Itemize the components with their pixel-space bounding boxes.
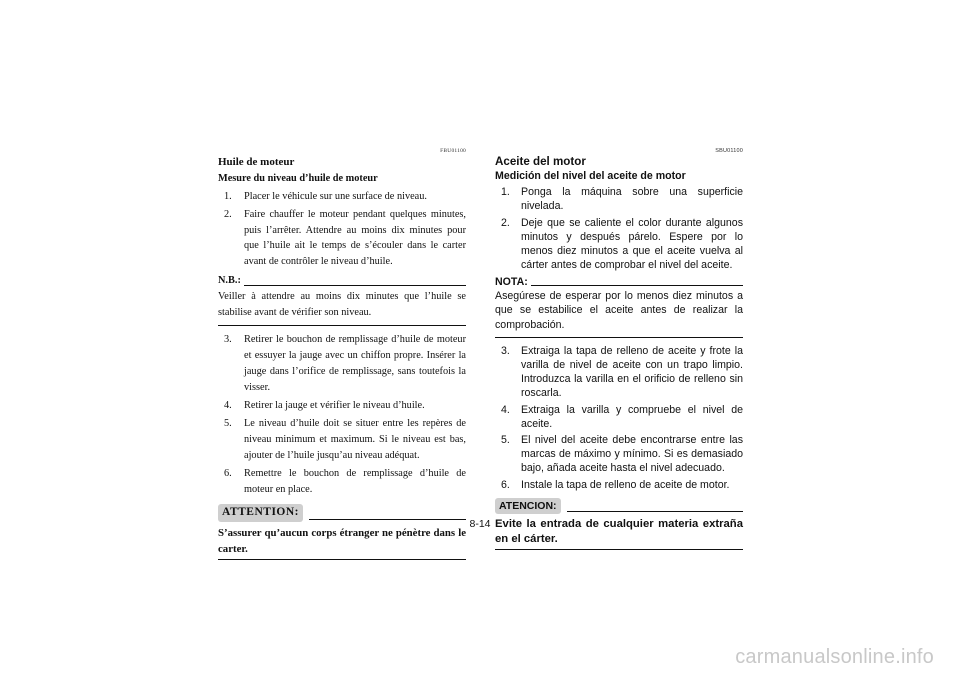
page-number: 8-14 (469, 518, 491, 530)
warning-badge: ATENCION: (495, 498, 561, 514)
step-number: 3. (224, 334, 232, 346)
step-number: 2. (501, 216, 510, 229)
step-text: Le niveau d’huile doit se situer entre les repères de niveau minimum et maximum. Si le niveau est bas, ajouter de l’huile jusqu’au niveau adéquat. (244, 418, 466, 462)
note-end-rule (218, 325, 466, 326)
steps-list-b (218, 332, 466, 497)
list-item (218, 332, 466, 395)
list-item (218, 416, 466, 463)
step-text: Deje que se caliente el color durante algunos minutos y después párelo. Espere por lo menos diez minutos a que el aceite vuelva al cárter antes de comprobar el nivel del aceite. (521, 216, 743, 272)
list-item (495, 433, 743, 475)
note-divider (531, 285, 743, 286)
warning-divider (567, 511, 743, 512)
spanish-column (495, 148, 743, 550)
step-number: 6. (501, 478, 510, 491)
steps-list-a (218, 189, 466, 270)
list-item (495, 344, 743, 400)
step-number: 5. (501, 434, 510, 447)
list-item (495, 478, 743, 492)
watermark: carmanualsonline.info (735, 646, 934, 668)
step-text: Extraiga la tapa de relleno de aceite y frote la varilla de nivel de aceite con un trapo limpio. Introduzca la varilla en el orificio de relleno sin roscarla. (521, 344, 743, 399)
step-text: Ponga la máquina sobre una superficie nivelada. (521, 186, 743, 213)
steps-list-a (495, 185, 743, 272)
section-code: SBU01100 (715, 148, 743, 154)
step-text: El nivel del aceite debe encontrarse entre las marcas de máximo y mínimo. Si es demasiado bajo, añada aceite hasta el nivel adecuado. (521, 434, 743, 475)
step-number: 6. (224, 468, 232, 480)
step-number: 1. (501, 186, 510, 199)
warning-badge: ATTENTION: (218, 504, 303, 522)
warning-end-rule (218, 559, 466, 560)
step-text: Faire chauffer le moteur pendant quelques minutes, puis l’arrêter. Attendre au moins dix minutes pour que l’huile ait le temps de s’écouler dans le carter avant de contrôler le niveau d’huile. (244, 208, 466, 268)
note-divider (244, 285, 466, 286)
section-title: Aceite del motor (495, 155, 586, 168)
step-number: 4. (224, 400, 232, 412)
warning-text: Evite la entrada de cualquier materia extraña en el cárter. (495, 518, 743, 546)
note-header (218, 273, 466, 289)
step-number: 5. (224, 418, 232, 430)
list-item (218, 466, 466, 498)
list-item (495, 185, 743, 213)
step-text: Retirer la jauge et vérifier le niveau d’huile. (244, 400, 425, 412)
step-number: 1. (224, 190, 232, 202)
french-column (218, 148, 466, 560)
step-text: Extraiga la varilla y compruebe el nivel de aceite. (521, 403, 743, 430)
step-text: Placer le véhicule sur une surface de niveau. (244, 190, 427, 202)
note-text: Asegúrese de esperar por lo menos diez minutos a que se estabilice el aceite antes de realizar la comprobación. (495, 290, 743, 331)
section-subtitle: Medición del nivel del aceite de motor (495, 170, 686, 183)
list-item (218, 189, 466, 205)
steps-list-b (495, 344, 743, 492)
list-item (495, 216, 743, 272)
note-label: N.B.: (218, 275, 241, 287)
step-text: Retirer le bouchon de remplissage d’huile de moteur et essuyer la jauge avec un chiffon propre. Insérer la jauge dans l’orifice de remplissage, sans toutefois la visser. (244, 334, 466, 393)
list-item (218, 207, 466, 270)
section-code: FBU01100 (440, 148, 466, 154)
step-number: 3. (501, 344, 510, 357)
warning-text: S’assurer qu’aucun corps étranger ne pénètre dans le carter. (218, 526, 466, 555)
note-end-rule (495, 337, 743, 338)
step-number: 4. (501, 403, 510, 416)
step-text: Remettre le bouchon de remplissage d’huile de moteur en place. (244, 468, 466, 496)
step-text: Instale la tapa de relleno de aceite de motor. (521, 478, 730, 491)
warning-end-rule (495, 549, 743, 550)
warning-header (495, 498, 743, 514)
section-title: Huile de moteur (218, 156, 295, 168)
note-text: Veiller à attendre au moins dix minutes que l’huile se stabilise avant de vérifier son niveau. (218, 290, 466, 318)
list-item (495, 403, 743, 431)
list-item (218, 398, 466, 414)
note-header (495, 275, 743, 289)
section-subtitle: Mesure du niveau d’huile de moteur (218, 172, 378, 184)
note-label: NOTA: (495, 276, 528, 289)
step-number: 2. (224, 208, 232, 220)
